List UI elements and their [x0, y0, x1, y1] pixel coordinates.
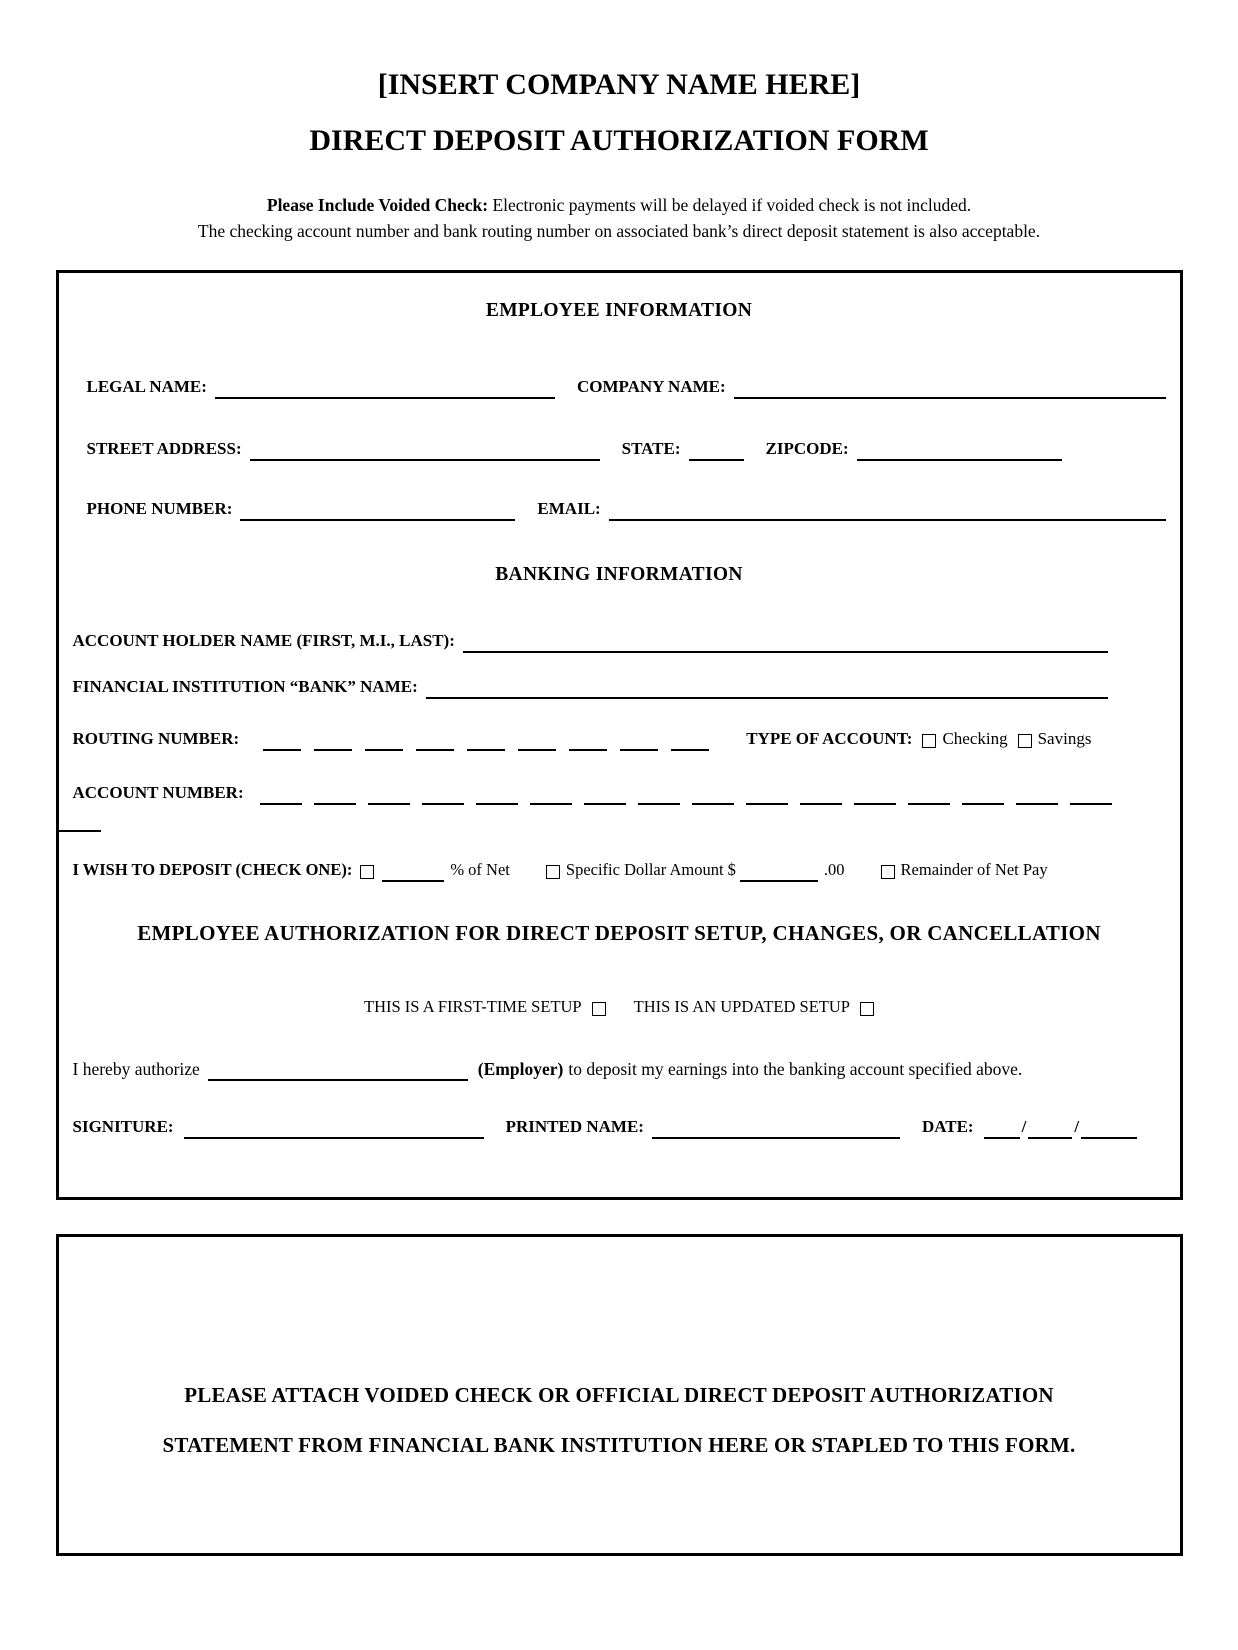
date-separator-2: / [1074, 1117, 1080, 1136]
routing-type-row [73, 727, 1166, 751]
street-address-field[interactable] [250, 440, 600, 461]
legal-name-field[interactable] [215, 378, 555, 399]
employer-bold-text: (Employer) [477, 1059, 564, 1079]
account-digit-blank[interactable] [638, 790, 680, 805]
form-main-box [56, 270, 1183, 1200]
percent-of-net-label: % of Net [450, 860, 510, 879]
attachment-instruction-line-1: PLEASE ATTACH VOIDED CHECK OR OFFICIAL DIRECT DEPOSIT AUTHORIZATION [184, 1383, 1054, 1407]
routing-digit-blank[interactable] [569, 736, 607, 751]
email-field[interactable] [609, 500, 1166, 521]
first-time-setup-checkbox[interactable] [592, 1002, 606, 1016]
routing-digit-blank[interactable] [467, 736, 505, 751]
specific-amount-label: Specific Dollar Amount $ [565, 860, 736, 879]
account-number-overflow-field[interactable] [59, 817, 113, 832]
deposit-choice-row [73, 858, 1166, 882]
authorize-prefix-text: I hereby authorize [72, 1059, 200, 1079]
updated-setup-label: THIS IS AN UPDATED SETUP [633, 997, 850, 1016]
form-title: DIRECT DEPOSIT AUTHORIZATION FORM [309, 124, 929, 157]
routing-digit-blank[interactable] [365, 736, 403, 751]
account-number-row [73, 781, 1166, 805]
company-name-label: COMPANY NAME: [576, 377, 726, 396]
account-digit-blank[interactable] [422, 790, 464, 805]
routing-digit-blank[interactable] [671, 736, 709, 751]
account-digit-blank[interactable] [530, 790, 572, 805]
account-digit-blank[interactable] [584, 790, 626, 805]
employee-information-heading: EMPLOYEE INFORMATION [485, 300, 753, 321]
date-day-field[interactable] [1028, 1118, 1072, 1139]
authorize-statement-row [73, 1057, 1166, 1081]
street-address-label: STREET ADDRESS: [86, 439, 242, 458]
specific-amount-checkbox[interactable] [546, 865, 560, 879]
bank-name-row [73, 675, 1166, 699]
routing-digit-blank[interactable] [314, 736, 352, 751]
routing-digit-blank[interactable] [518, 736, 556, 751]
employee-authorization-heading: EMPLOYEE AUTHORIZATION FOR DIRECT DEPOSIT SETUP, CHANGES, OR CANCELLATION [137, 921, 1101, 945]
remainder-checkbox[interactable] [881, 865, 895, 879]
account-digit-blank[interactable] [476, 790, 518, 805]
state-label: STATE: [621, 439, 681, 458]
wish-to-deposit-label: I WISH TO DEPOSIT (CHECK ONE): [72, 860, 353, 879]
first-time-setup-label: THIS IS A FIRST-TIME SETUP [364, 997, 582, 1016]
signature-field[interactable] [184, 1118, 484, 1139]
state-field[interactable] [689, 440, 744, 461]
routing-digit-blank[interactable] [416, 736, 454, 751]
account-number-label: ACCOUNT NUMBER: [72, 783, 244, 802]
cents-label: .00 [823, 860, 845, 879]
date-month-field[interactable] [984, 1118, 1020, 1139]
savings-checkbox[interactable] [1018, 734, 1032, 748]
routing-digit-blank[interactable] [620, 736, 658, 751]
routing-number-label: ROUTING NUMBER: [72, 729, 240, 748]
date-label: DATE: [921, 1117, 974, 1136]
account-holder-row [73, 629, 1166, 653]
employer-name-field[interactable] [208, 1060, 468, 1081]
zipcode-field[interactable] [857, 440, 1062, 461]
address-state-zip-row [73, 437, 1166, 461]
phone-number-field[interactable] [240, 500, 515, 521]
note-line-2: The checking account number and bank routing number on associated bank’s direct deposit statement is also acceptable. [197, 221, 1041, 241]
bank-name-field[interactable] [426, 678, 1108, 699]
phone-number-label: PHONE NUMBER: [86, 499, 233, 518]
routing-number-field[interactable] [263, 736, 722, 751]
bank-name-label: FINANCIAL INSTITUTION “BANK” NAME: [72, 677, 418, 696]
setup-type-row [73, 995, 1166, 1019]
account-holder-field[interactable] [463, 632, 1108, 653]
account-digit-blank[interactable] [746, 790, 788, 805]
account-digit-blank[interactable] [854, 790, 896, 805]
account-digit-blank[interactable] [800, 790, 842, 805]
note-line-1 [0, 192, 1238, 218]
checking-checkbox[interactable] [922, 734, 936, 748]
banking-information-heading: BANKING INFORMATION [495, 564, 743, 585]
date-separator-1: / [1021, 1117, 1027, 1136]
account-digit-blank[interactable] [962, 790, 1004, 805]
account-digit-blank[interactable] [260, 790, 302, 805]
account-number-overflow-row [59, 817, 1166, 832]
phone-email-row [73, 497, 1166, 521]
account-digit-blank[interactable] [59, 817, 101, 832]
note-line-1-rest: Electronic payments will be delayed if voided check is not included. [488, 195, 972, 215]
zipcode-label: ZIPCODE: [765, 439, 849, 458]
percent-of-net-field[interactable] [382, 861, 444, 882]
savings-label: Savings [1037, 729, 1092, 748]
account-digit-blank[interactable] [1070, 790, 1112, 805]
percent-of-net-checkbox[interactable] [360, 865, 374, 879]
printed-name-field[interactable] [652, 1118, 900, 1139]
legal-company-row [73, 375, 1166, 399]
company-name-field[interactable] [734, 378, 1166, 399]
routing-digit-blank[interactable] [263, 736, 301, 751]
account-number-field[interactable] [260, 790, 1124, 805]
company-name-title: [INSERT COMPANY NAME HERE] [377, 68, 861, 101]
legal-name-label: LEGAL NAME: [86, 377, 207, 396]
remainder-label: Remainder of Net Pay [900, 860, 1048, 879]
date-year-field[interactable] [1081, 1118, 1137, 1139]
updated-setup-checkbox[interactable] [860, 1002, 874, 1016]
type-of-account-label: TYPE OF ACCOUNT: [746, 729, 913, 748]
account-digit-blank[interactable] [692, 790, 734, 805]
checking-label: Checking [942, 729, 1008, 748]
authorize-suffix-text: to deposit my earnings into the banking account specified above. [568, 1059, 1023, 1079]
account-digit-blank[interactable] [314, 790, 356, 805]
voided-check-attachment-box [56, 1234, 1183, 1556]
signature-label: SIGNITURE: [72, 1117, 174, 1136]
attachment-instruction-line-2: STATEMENT FROM FINANCIAL BANK INSTITUTION HERE OR STAPLED TO THIS FORM. [162, 1433, 1076, 1457]
signature-row [73, 1115, 1166, 1139]
specific-amount-field[interactable] [740, 861, 818, 882]
note-line-1-bold: Please Include Voided Check: [266, 195, 489, 215]
account-digit-blank[interactable] [1016, 790, 1058, 805]
account-holder-label: ACCOUNT HOLDER NAME (FIRST, M.I., LAST): [72, 631, 455, 650]
form-notes [0, 192, 1238, 244]
printed-name-label: PRINTED NAME: [505, 1117, 644, 1136]
account-digit-blank[interactable] [368, 790, 410, 805]
account-digit-blank[interactable] [908, 790, 950, 805]
email-label: EMAIL: [537, 499, 601, 518]
